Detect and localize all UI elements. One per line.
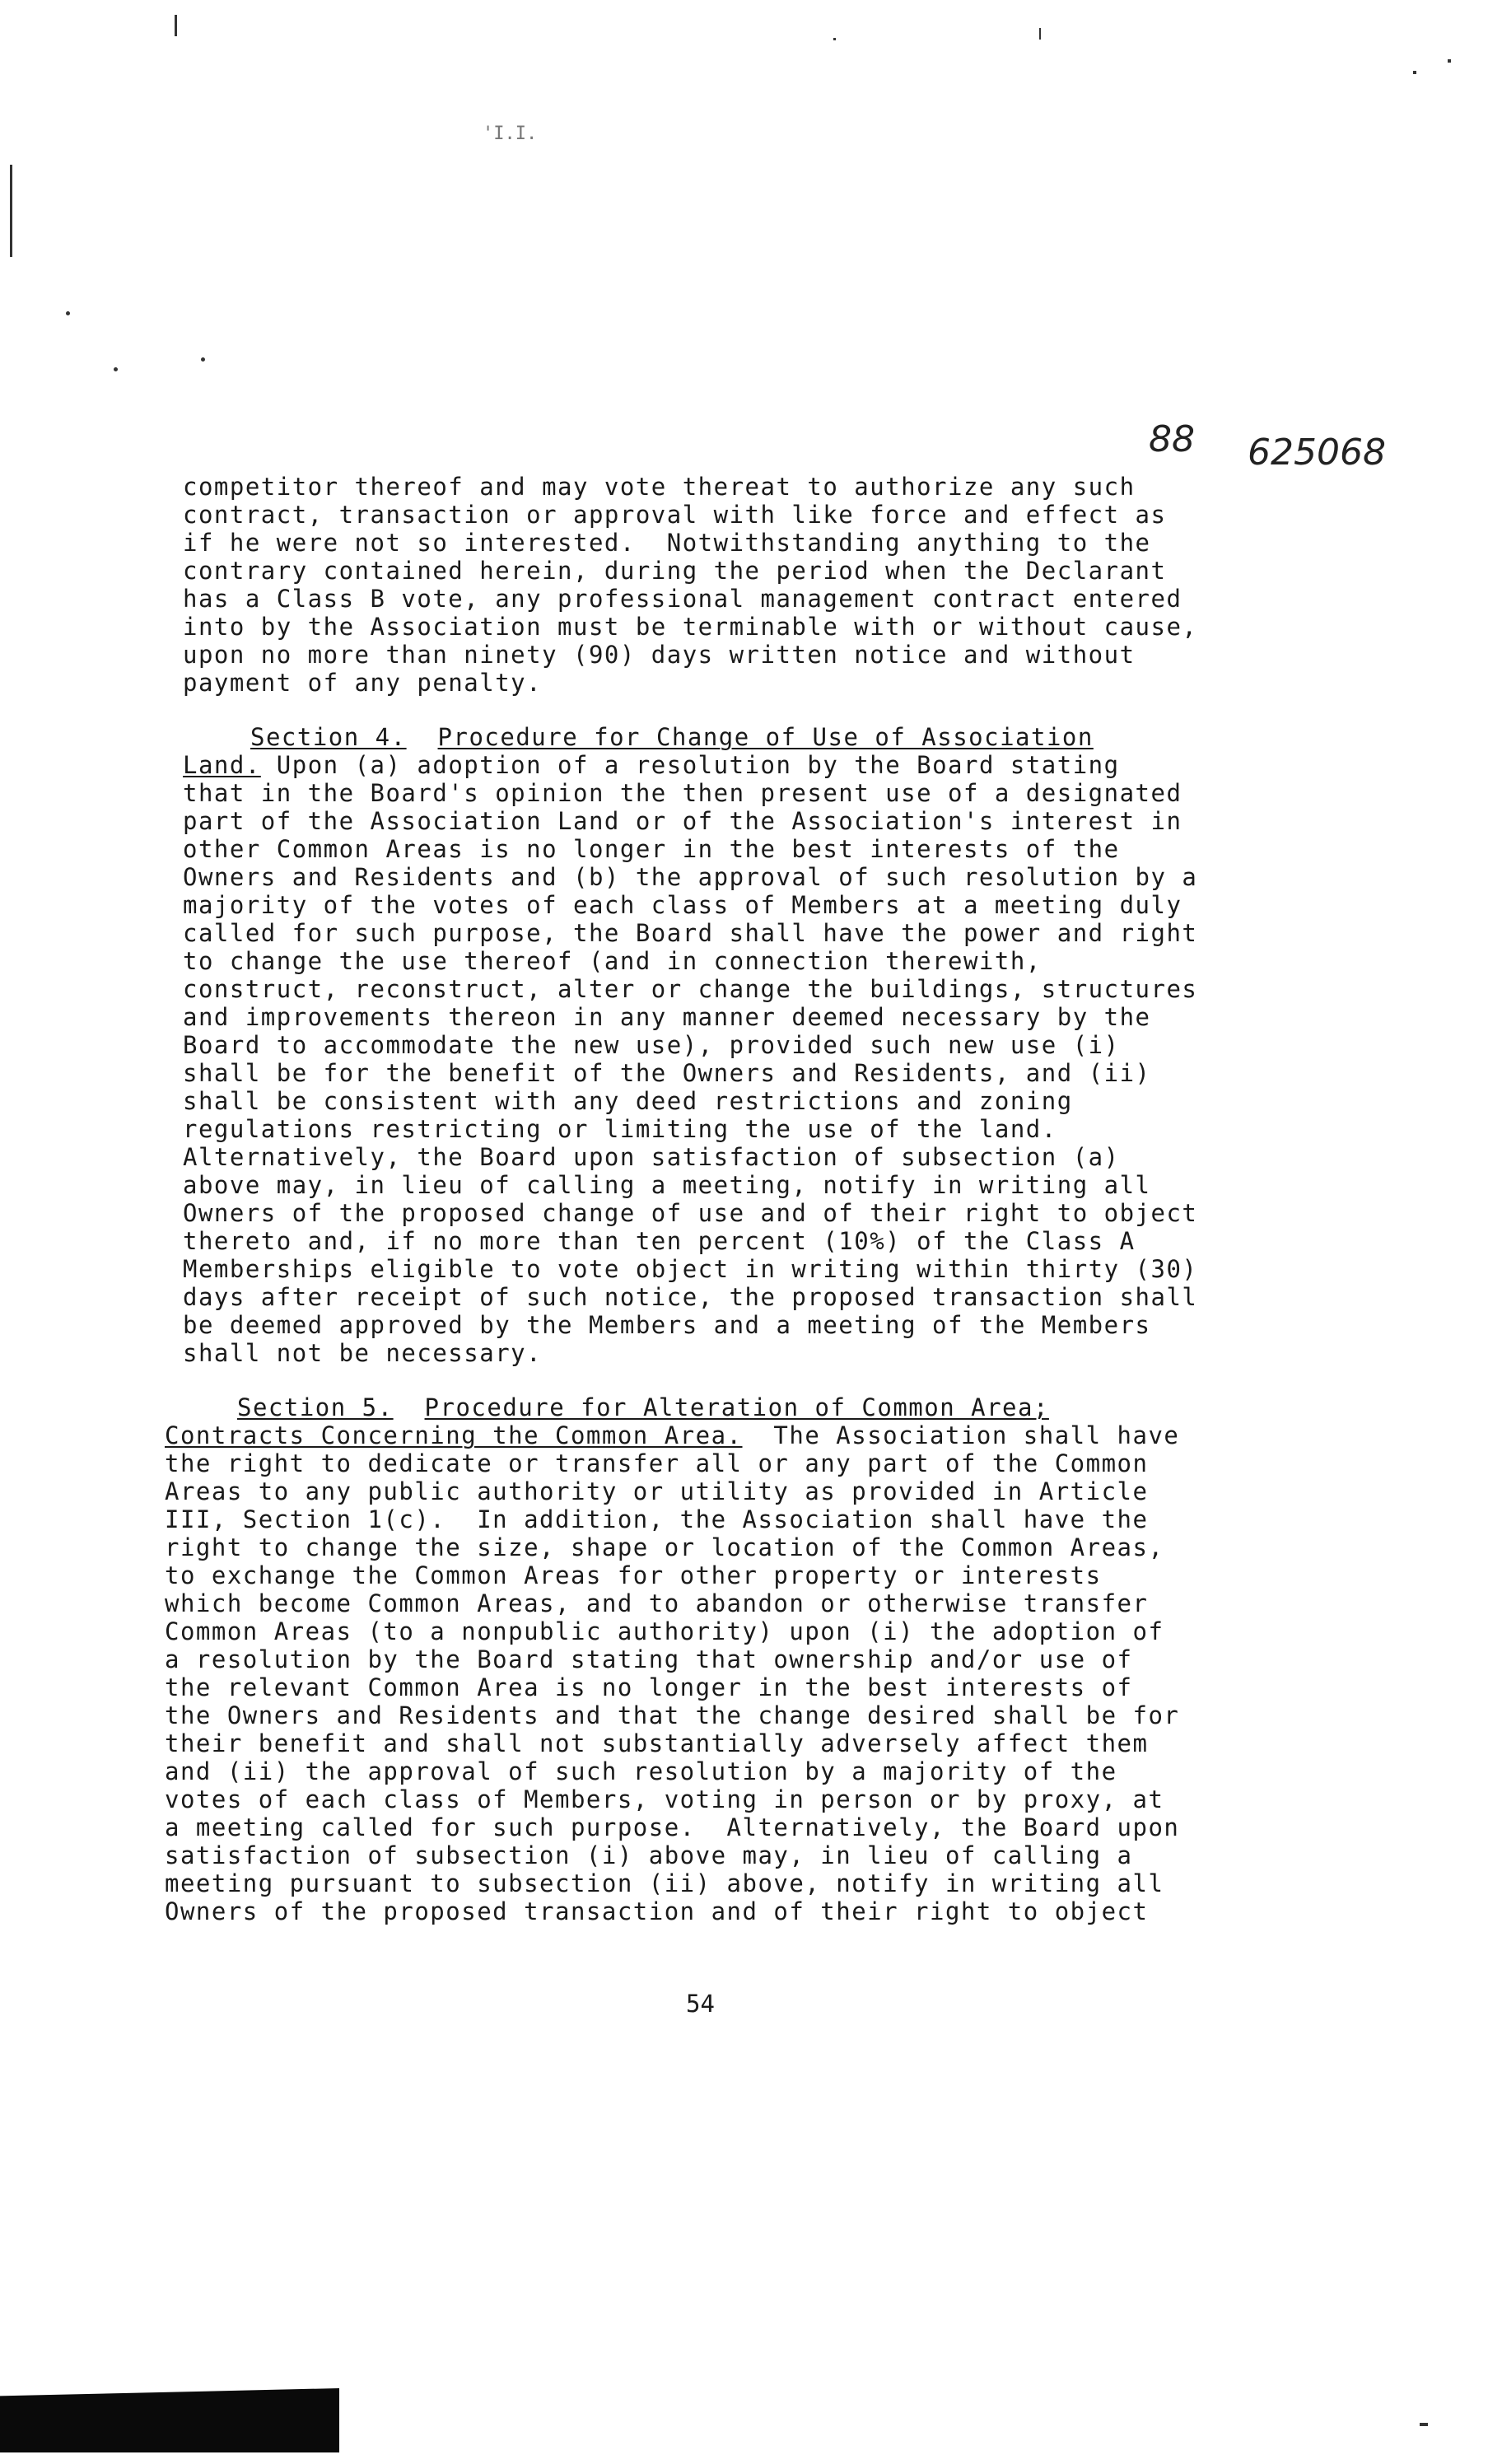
- scan-dot: [1420, 2423, 1428, 2426]
- text-line: the right to dedicate or transfer all or any part of the Common: [165, 1449, 1149, 1477]
- text-line: III, Section 1(c). In addition, the Association shall have the: [165, 1505, 1149, 1533]
- text-line: contrary contained herein, during the period when the Declarant: [183, 557, 1167, 585]
- scan-mark-left-edge: [10, 165, 12, 257]
- text-line: competitor thereof and may vote thereat to authorize any such: [183, 473, 1136, 501]
- text-line: be deemed approved by the Members and a meeting of the Members: [183, 1311, 1151, 1339]
- text-line: shall be for the benefit of the Owners and Residents, and (ii): [183, 1059, 1151, 1087]
- text-line: has a Class B vote, any professional management contract entered: [183, 585, 1182, 613]
- text-line: shall not be necessary.: [183, 1339, 543, 1367]
- text-line: a meeting called for such purpose. Alternatively, the Board upon: [165, 1813, 1180, 1841]
- section-number: Section 5.: [237, 1393, 394, 1421]
- text-line: days after receipt of such notice, the proposed transaction shall: [183, 1283, 1198, 1311]
- text-line: meeting pursuant to subsection (ii) above, notify in writing all: [165, 1869, 1164, 1897]
- scan-dot: [833, 38, 836, 40]
- text-line: construct, reconstruct, alter or change the buildings, structures: [183, 975, 1198, 1003]
- text-line: Common Areas (to a nonpublic authority) upon (i) the adoption of: [165, 1617, 1164, 1645]
- text-line: into by the Association must be terminable with or without cause,: [183, 613, 1198, 641]
- text-line: Memberships eligible to vote object in writing within thirty (30): [183, 1255, 1198, 1283]
- scan-dot: [1413, 71, 1416, 74]
- document-number-part1: 88: [1149, 418, 1195, 460]
- text-line: payment of any penalty.: [183, 669, 543, 697]
- section-heading-line: [183, 751, 1120, 779]
- text-line: to change the use thereof (and in connection therewith,: [183, 947, 1042, 975]
- text-fragment: The Association shall have: [742, 1421, 1180, 1449]
- text-line: Owners of the proposed transaction and of their right to object: [165, 1897, 1149, 1925]
- section-heading-line: [165, 1421, 1179, 1449]
- text-line: other Common Areas is no longer in the best interests of the: [183, 835, 1120, 863]
- document-number-part2: 625068: [1248, 432, 1386, 474]
- section-title: Procedure for Alteration of Common Area;: [424, 1393, 1049, 1421]
- section-heading-line: [183, 723, 1094, 751]
- section-heading-line: [165, 1393, 1049, 1421]
- text-fragment: Upon (a) adoption of a resolution by the Board stating: [260, 751, 1120, 779]
- scan-mark-top-left: [175, 15, 177, 36]
- scan-dot: [1448, 59, 1451, 63]
- section-title: Procedure for Change of Use of Association: [437, 723, 1094, 751]
- scan-dot: [201, 357, 205, 362]
- text-line: and improvements thereon in any manner deemed necessary by the: [183, 1003, 1151, 1031]
- text-line: majority of the votes of each class of Members at a meeting duly: [183, 891, 1182, 919]
- scan-smudge: 'I.I.: [483, 124, 538, 144]
- text-line: Areas to any public authority or utility as provided in Article: [165, 1477, 1149, 1505]
- text-line: if he were not so interested. Notwithstanding anything to the: [183, 529, 1151, 557]
- text-line: votes of each class of Members, voting in person or by proxy, at: [165, 1785, 1164, 1813]
- text-line: right to change the size, shape or location of the Common Areas,: [165, 1533, 1164, 1561]
- text-line: above may, in lieu of calling a meeting, notify in writing all: [183, 1171, 1151, 1199]
- text-line: Alternatively, the Board upon satisfaction of subsection (a): [183, 1143, 1120, 1171]
- text-line: contract, transaction or approval with like force and effect as: [183, 501, 1167, 529]
- text-line: shall be consistent with any deed restrictions and zoning: [183, 1087, 1073, 1115]
- scan-black-bar: [0, 2388, 339, 2452]
- text-line: called for such purpose, the Board shall have the power and right: [183, 919, 1198, 947]
- text-line: part of the Association Land or of the Association's interest in: [183, 807, 1182, 835]
- page-number: 54: [686, 1990, 715, 2018]
- text-line: a resolution by the Board stating that ownership and/or use of: [165, 1645, 1133, 1673]
- section-number: Section 4.: [250, 723, 407, 751]
- scan-dot: [114, 367, 118, 371]
- text-line: the relevant Common Area is no longer in the best interests of: [165, 1673, 1133, 1701]
- text-line: which become Common Areas, and to abandon or otherwise transfer: [165, 1589, 1149, 1617]
- text-line: regulations restricting or limiting the use of the land.: [183, 1115, 1057, 1143]
- scan-dot: [66, 311, 70, 315]
- section-title-continued: Land.: [183, 751, 261, 779]
- text-line: Owners and Residents and (b) the approval of such resolution by a: [183, 863, 1198, 891]
- text-line: and (ii) the approval of such resolution by a majority of the: [165, 1757, 1117, 1785]
- section-title-continued: Contracts Concerning the Common Area.: [165, 1421, 743, 1449]
- text-line: satisfaction of subsection (i) above may, in lieu of calling a: [165, 1841, 1133, 1869]
- text-line: thereto and, if no more than ten percent (10%) of the Class A: [183, 1227, 1136, 1255]
- text-line: Board to accommodate the new use), provided such new use (i): [183, 1031, 1120, 1059]
- scan-dot: [1039, 28, 1041, 40]
- text-line: the Owners and Residents and that the change desired shall be for: [165, 1701, 1180, 1729]
- text-line: upon no more than ninety (90) days written notice and without: [183, 641, 1136, 669]
- text-line: their benefit and shall not substantially adversely affect them: [165, 1729, 1149, 1757]
- text-line: to exchange the Common Areas for other property or interests: [165, 1561, 1102, 1589]
- text-line: Owners of the proposed change of use and of their right to object: [183, 1199, 1198, 1227]
- text-line: that in the Board's opinion the then present use of a designated: [183, 779, 1182, 807]
